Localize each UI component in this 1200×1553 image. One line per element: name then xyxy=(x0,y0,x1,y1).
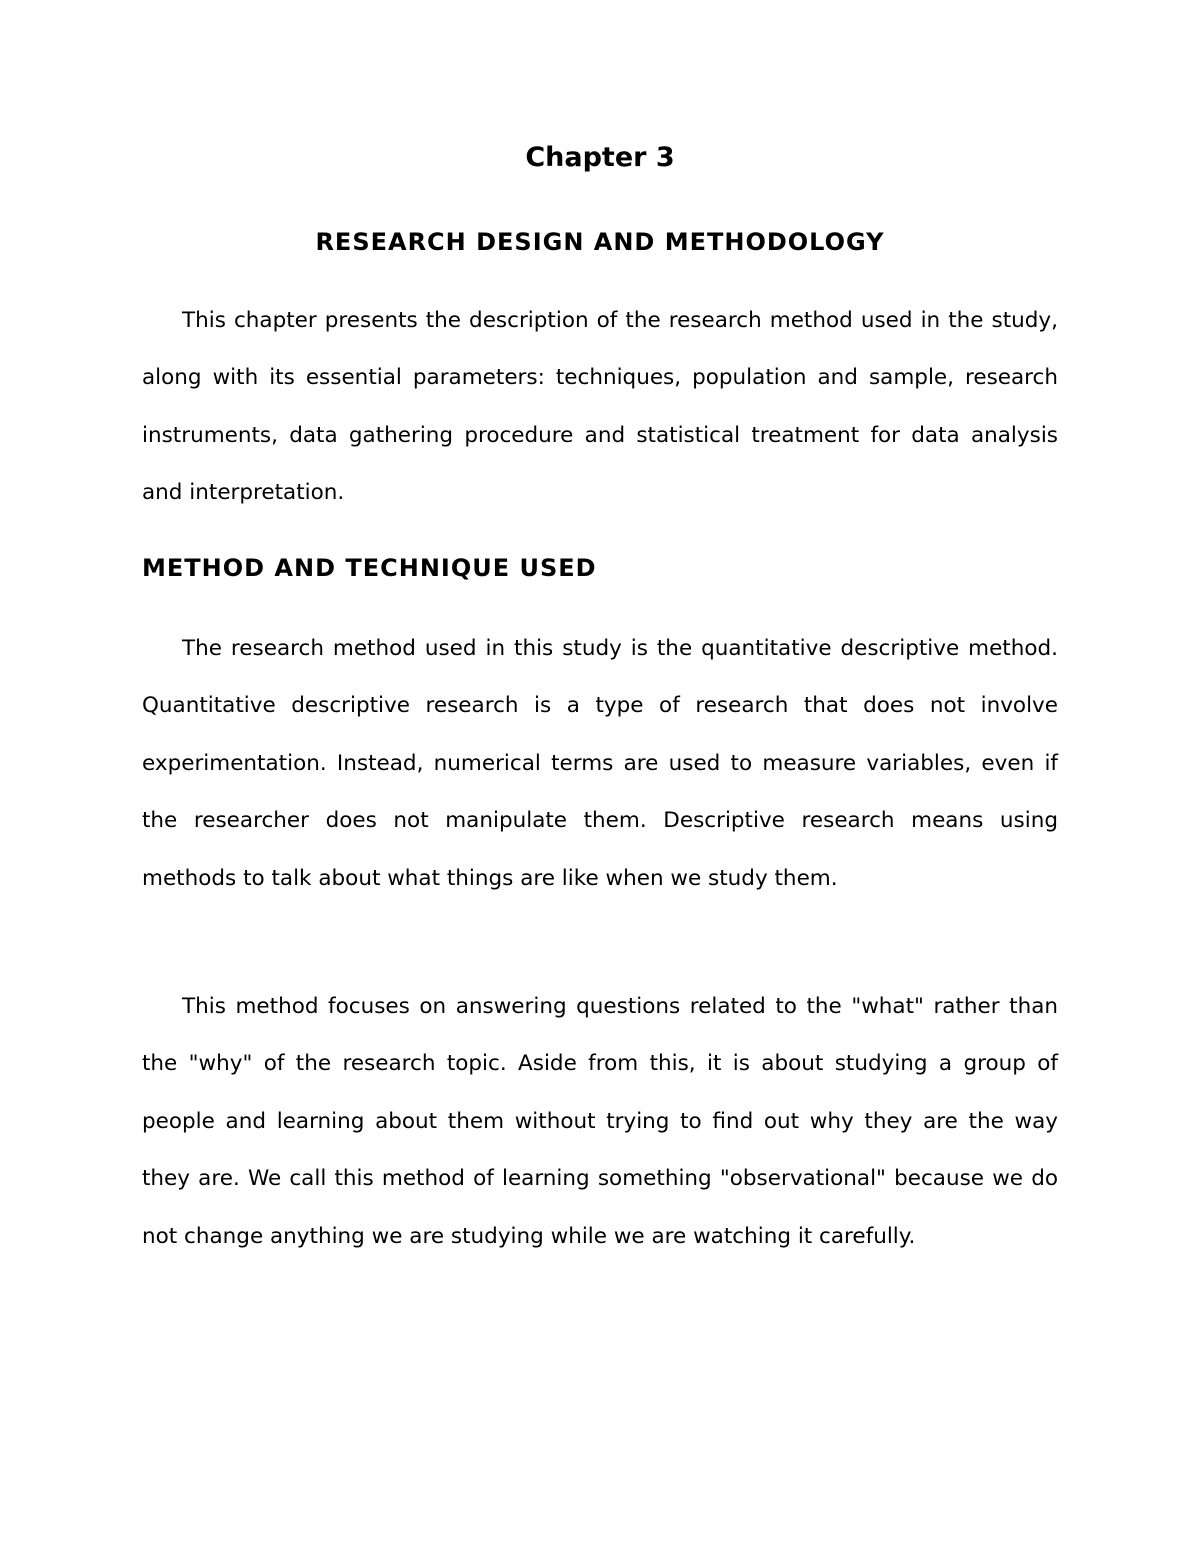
section-heading: METHOD AND TECHNIQUE USED xyxy=(142,554,597,582)
chapter-label: Chapter 3 xyxy=(525,142,675,173)
chapter-title: RESEARCH DESIGN AND METHODOLOGY xyxy=(315,228,885,256)
method-paragraph-1: The research method used in this study is the quantitative descriptive method. Quantitative descriptive research is a type of research that does not involve experimentation. Instead, numerical terms are used to measure variables, even if the researcher does not manipulate them. Descriptive research means using methods to talk about what things are like when we study them. xyxy=(142,636,1058,891)
method-paragraph-2: This method focuses on answering questions related to the "what" rather than the "why" of the research topic. Aside from this, it is about studying a group of people and learning about them without trying to find out why they are the way they are. We call this method of learning something "observational" because we do not change anything we are studying while we are watching it carefully. xyxy=(142,994,1058,1249)
intro-paragraph: This chapter presents the description of the research method used in the study, along with its essential parameters: techniques, population and sample, research instruments, data gathering procedure and statistical treatment for data analysis and interpretation. xyxy=(142,308,1058,506)
